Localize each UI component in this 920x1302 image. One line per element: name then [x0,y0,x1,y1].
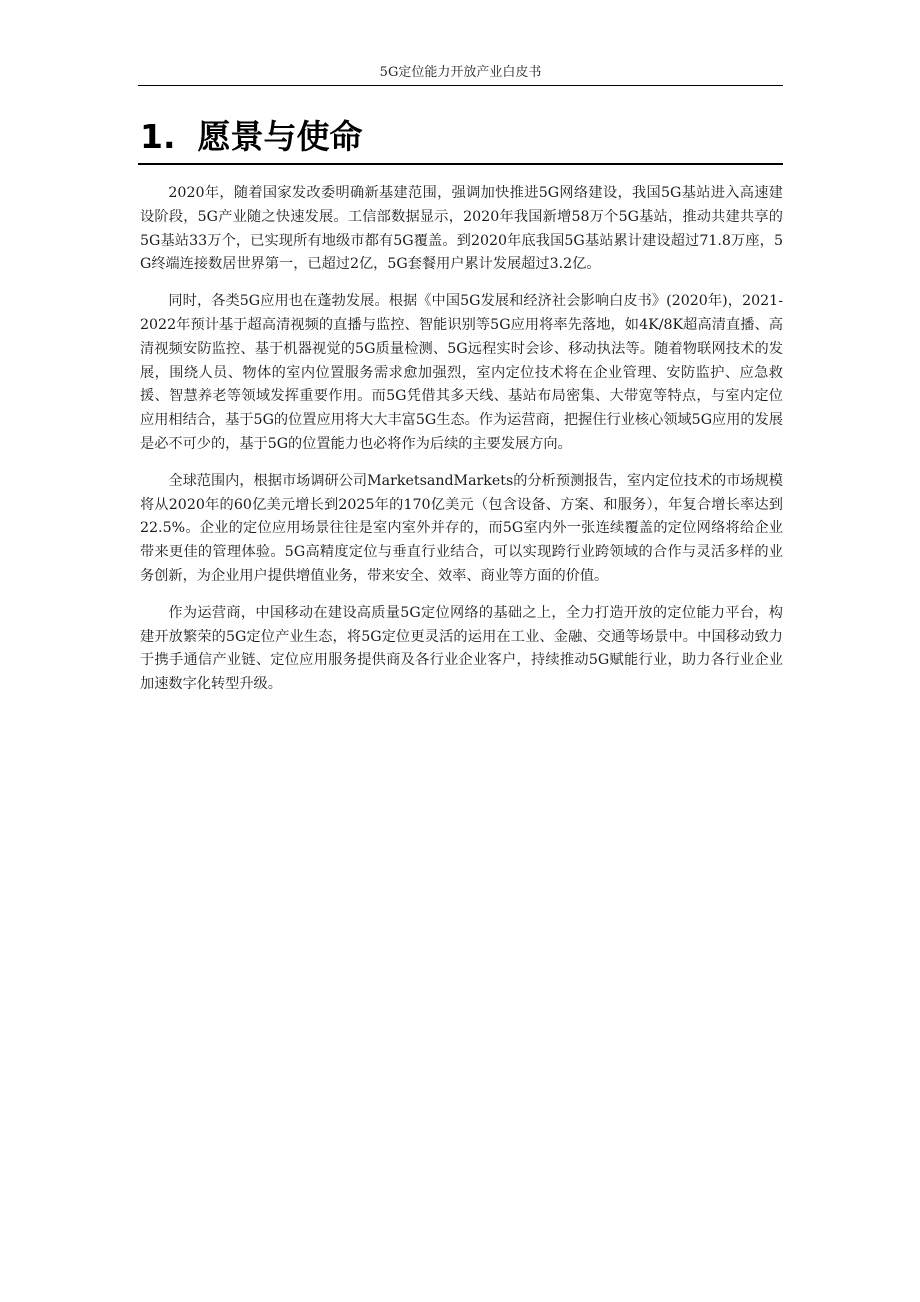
heading-rule [138,163,783,165]
paragraph-2: 同时，各类5G应用也在蓬勃发展。根据《中国5G发展和经济社会影响白皮书》(2020年)，2021-2022年预计基于超高清视频的直播与监控、智能识别等5G应用将率先落地，如4K/8K超高清直播、高清视频安防监控、基于机器视觉的5G质量检测、5G远程实时会诊、移动执法等。随着物联网技术的发展，围绕人员、物体的室内位置服务需求愈加强烈，室内定位技术将在企业管理、安防监护、应急救援、智慧养老等领域发挥重要作用。而5G凭借其多天线、基站布局密集、大带宽等特点，与室内定位应用相结合，基于5G的位置应用将大大丰富5G生态。作为运营商，把握住行业核心领域5G应用的发展是必不可少的，基于5G的位置能力也必将作为后续的主要发展方向。 [140,293,783,452]
header-rule [138,85,783,86]
paragraph-3: 全球范围内，根据市场调研公司MarketsandMarkets的分析预测报告，室内定位技术的市场规模将从2020年的60亿美元增长到2025年的170亿美元（包含设备、方案、和服务），年复合增长率达到22.5%。企业的定位应用场景往往是室内室外并存的，而5G室内外一张连续覆盖的定位网络将给企业带来更佳的管理体验。5G高精度定位与垂直行业结合，可以实现跨行业跨领域的合作与灵活多样的业务创新，为企业用户提供增值业务，带来安全、效率、商业等方面的价值。 [140,472,783,584]
body-text [140,182,783,710]
chapter-title: 愿景与使命 [197,117,363,156]
paragraph-1: 2020年，随着国家发改委明确新基建范围，强调加快推进5G网络建设，我国5G基站进入高速建设阶段，5G产业随之快速发展。工信部数据显示，2020年我国新增58万个5G基站，推动共建共享的5G基站33万个，已实现所有地级市都有5G覆盖。到2020年底我国5G基站累计建设超过71.8万座，5G终端连接数居世界第一，已超过2亿，5G套餐用户累计发展超过3.2亿。 [140,185,783,273]
chapter-number: 1. [140,117,176,156]
running-header: 5G定位能力开放产业白皮书 [379,65,542,80]
paragraph-4: 作为运营商，中国移动在建设高质量5G定位网络的基础之上，全力打造开放的定位能力平台，构建开放繁荣的5G定位产业生态，将5G定位更灵活的运用在工业、金融、交通等场景中。中国移动致力于携手通信产业链、定位应用服务提供商及各行业企业客户，持续推动5G赋能行业，助力各行业企业加速数字化转型升级。 [140,604,783,693]
chapter-heading [140,114,780,162]
